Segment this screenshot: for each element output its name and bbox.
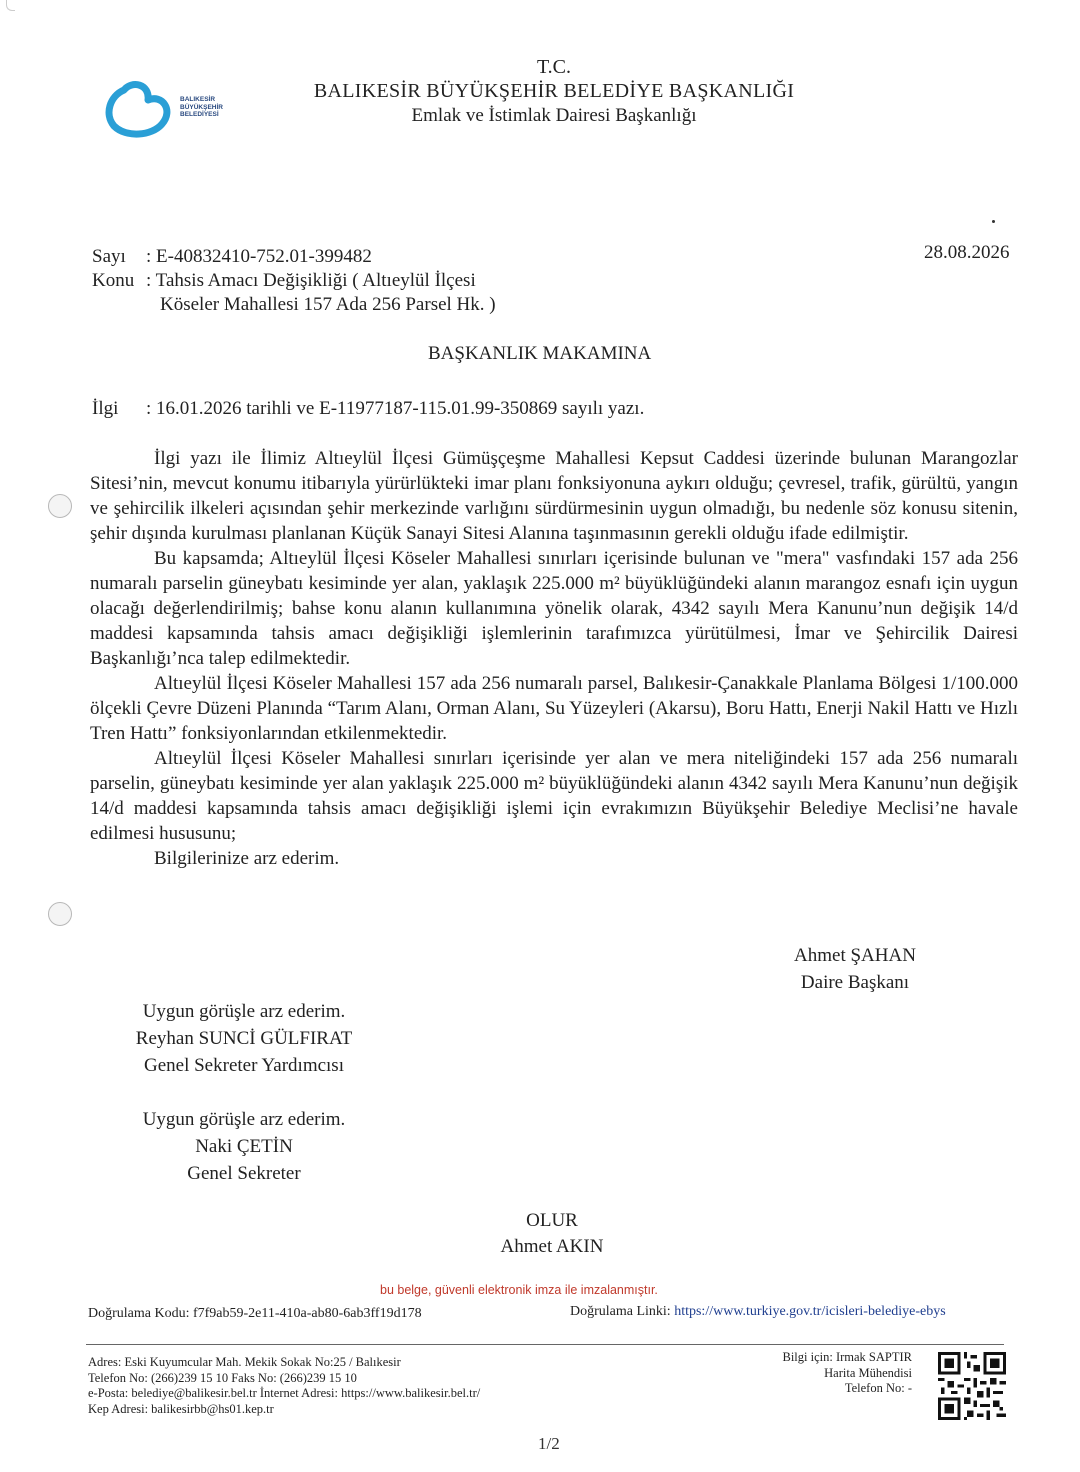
header-dept: Emlak ve İstimlak Dairesi Başkanlığı	[411, 105, 697, 126]
konu-line1: : Tahsis Amacı Değişikliği ( Altıeylül İlçesi	[146, 270, 476, 291]
header-org: BALIKESİR BÜYÜKŞEHİR BELEDİYE BAŞKANLIĞI	[313, 80, 795, 102]
page-number: 1/2	[538, 1434, 560, 1453]
body-paragraph: Bu kapsamda; Altıeylül İlçesi Köseler Mahallesi sınırları içerisinde bulunan ve "mera" vasfındaki 157 ada 256 numaralı parselin güneybatı kesiminde yer alan, yaklaşık 225.000 m² büyüklüğündeki alanın marangoz esnafı için uygun olacağı değerlendirilmiş; bahse konu alanın kullanımına yönelik olarak, 4342 sayılı Mera Kanunu’nun değişik 14/d maddesi kapsamında tahsis amacı değişikliği işlemlerinin tarafımızca yürütülmesi, İmar ve Şehircilik Dairesi Başkanlığı’nca talep edilmektedir.	[90, 548, 1018, 669]
addressee: BAŞKANLIK MAKAMINA	[428, 343, 652, 364]
body-paragraph: Altıeylül İlçesi Köseler Mahallesi 157 ada 256 numaralı parsel, Balıkesir-Çanakkale Planlama Bölgesi 1/100.000 ölçekli Çevre Düzeni Planında “Tarım Alanı, Orman Alanı, Su Yüzeyleri (Akarsu), Boru Hattı, Enerji Nakil Hattı ve Hızlı Tren Hattı” fonksiyonlarından etkilenmektedir.	[90, 673, 1018, 744]
approver1-signature	[104, 998, 384, 1079]
olur-label: OLUR	[526, 1210, 578, 1231]
konu-label: Konu	[92, 270, 135, 291]
link-label: Doğrulama Linki:	[570, 1304, 671, 1319]
final-approval	[452, 1208, 652, 1260]
footer-address-block	[88, 1355, 480, 1417]
sender-signature	[760, 942, 950, 996]
esign-notice: bu belge, güvenli elektronik imza ile imzalanmıştır.	[380, 1283, 658, 1297]
body-paragraph: Altıeylül İlçesi Köseler Mahallesi sınırları içerisinde yer alan ve mera niteliğindeki 157 ada 256 numaralı parselin, güneybatı kesiminde yer alan yaklaşık 225.000 m² büyüklüğündeki alanın 4342 sayılı Mera Kanunu’nun değişik 14/d maddesi kapsamında tahsis amacı değişikliği işlemi için evrakımızın Büyükşehir Belediye Meclisi’ne havale edilmesi hususunu;	[90, 748, 1018, 844]
footer-email-web: e-Posta: belediye@balikesir.bel.tr İnternet Adresi: https://www.balikesir.bel.tr/	[88, 1386, 481, 1400]
approver2-name: Naki ÇETİN	[195, 1136, 293, 1157]
approver2-signature	[104, 1106, 384, 1187]
info-phone: Telefon No: -	[844, 1381, 912, 1395]
footer-address: Adres: Eski Kuyumcular Mah. Mekik Sokak No:25 / Balıkesir	[88, 1355, 401, 1369]
ilgi-value: : 16.01.2026 tarihli ve E-11977187-115.01.99-350869 sayılı yazı.	[146, 398, 645, 419]
footer-info-block	[700, 1350, 912, 1397]
punch-hole-top	[48, 494, 72, 518]
header-tc: T.C.	[536, 56, 572, 78]
sayi-label: Sayı	[92, 246, 126, 267]
letter-body	[90, 446, 1018, 871]
footer-kep: Kep Adresi: balikesirbb@hs01.kep.tr	[88, 1401, 274, 1416]
date: 28.08.2026	[924, 242, 1010, 263]
body-closing: Bilgilerinize arz ederim.	[154, 848, 340, 869]
punch-hole-bottom	[48, 902, 72, 926]
approver1-note: Uygun görüşle arz ederim.	[142, 1001, 346, 1022]
verification-link[interactable]: https://www.turkiye.gov.tr/icisleri-belediye-ebys	[674, 1304, 946, 1319]
body-paragraph: İlgi yazı ile İlimiz Altıeylül İlçesi Gümüşçeşme Mahallesi Kepsut Caddesi üzerinde bulunan Marangozlar Sitesi’nin, mevcut konumu itibarıyla yürürlükteki imar planı fonksiyonuna aykırı olduğu; çevresel, trafik, gürültü, yangın ve şehircilik ilkeleri açısından şehir merkezinde varlığını sürdürmesinin uygun olmadığı, bu nedenle söz konusu sitenin, şehir dışında kurulması planlanan Küçük Sanayi Sitesi Alanına taşınmasının gerekli olduğu ifade edilmiştir.	[90, 448, 1018, 544]
dot-mark	[992, 220, 995, 223]
info-title: Harita Mühendisi	[824, 1365, 912, 1380]
logo-text: BALIKESİR BÜYÜKŞEHİR BELEDİYESİ	[180, 96, 223, 118]
sender-name: Ahmet ŞAHAN	[794, 945, 916, 966]
verification-link-row	[570, 1304, 946, 1320]
final-name: Ahmet AKIN	[500, 1236, 604, 1257]
footer-phone: Telefon No: (266)239 15 10 Faks No: (266)239 15 10	[88, 1370, 357, 1385]
sender-title: Daire Başkanı	[800, 972, 910, 993]
info-contact: Bilgi için: Irmak SAPTIR	[782, 1350, 912, 1364]
approver2-note: Uygun görüşle arz ederim.	[142, 1109, 346, 1130]
approver2-title: Genel Sekreter	[187, 1163, 301, 1184]
sayi-value: : E-40832410-752.01-399482	[146, 246, 372, 267]
top-left-mark	[6, 0, 15, 11]
approver1-title: Genel Sekreter Yardımcısı	[144, 1055, 344, 1076]
qr-code[interactable]	[938, 1352, 1006, 1420]
code-value: f7f9ab59-2e11-410a-ab80-6ab3ff19d178	[192, 1306, 422, 1321]
verification-code	[88, 1306, 422, 1322]
code-label: Doğrulama Kodu:	[88, 1306, 190, 1321]
footer-divider	[86, 1344, 1004, 1345]
konu-line2: Köseler Mahallesi 157 Ada 256 Parsel Hk. )	[160, 294, 496, 315]
ilgi-label: İlgi	[92, 398, 119, 419]
approver1-name: Reyhan SUNCİ GÜLFIRAT	[135, 1028, 353, 1049]
